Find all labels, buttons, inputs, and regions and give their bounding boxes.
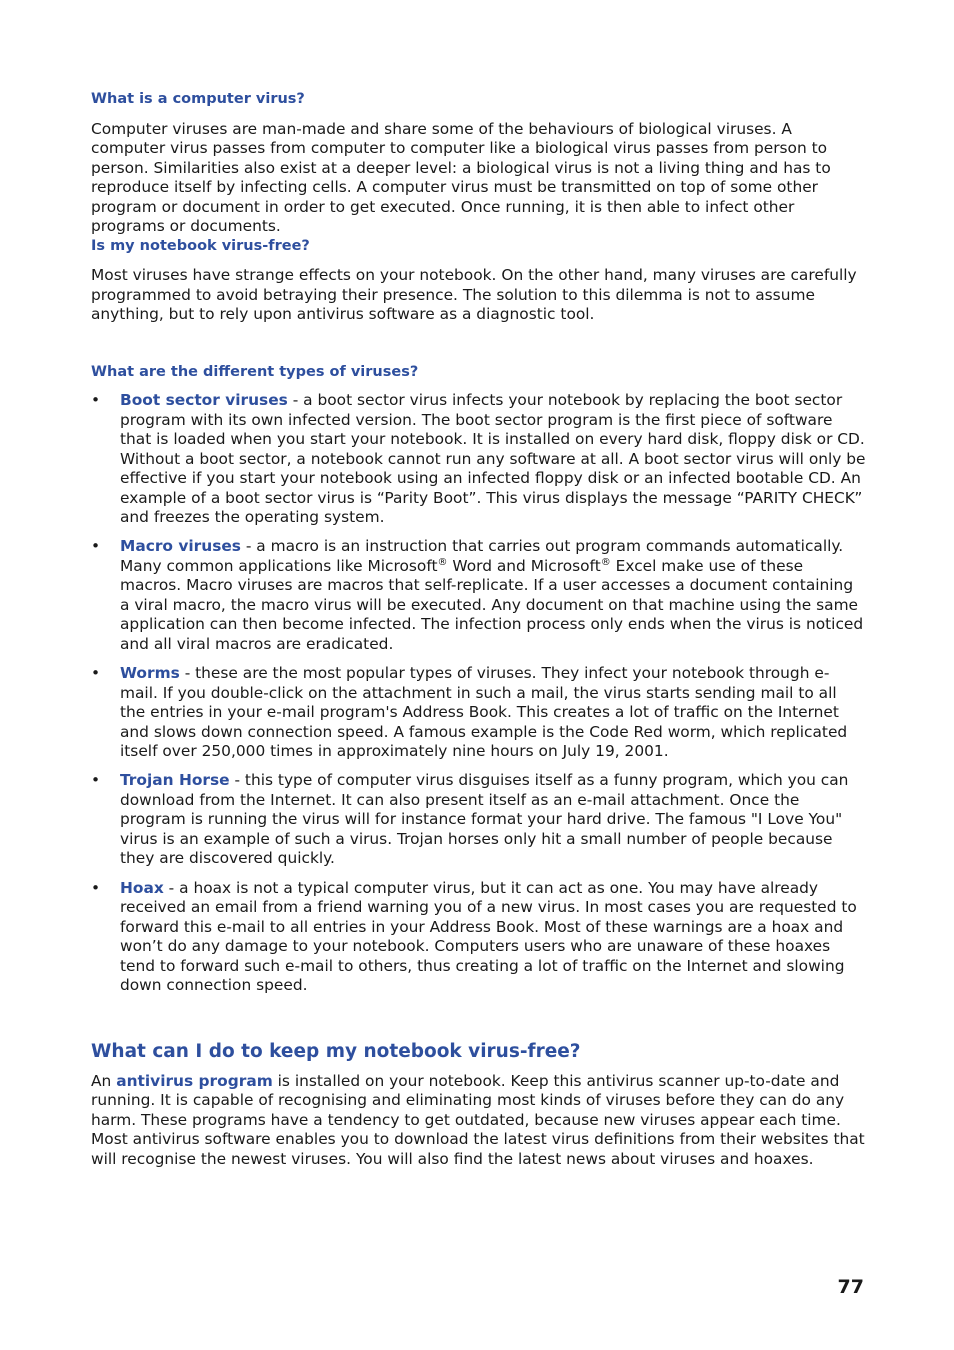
list-item-trojan-horse — [91, 771, 866, 869]
list-item-macro — [91, 537, 866, 654]
term-worms: Worms — [120, 664, 180, 683]
paragraph-keep-virus-free — [91, 1072, 866, 1170]
list-item-hoax — [91, 879, 866, 996]
list-item-boot-sector — [91, 391, 866, 528]
heading-what-is-virus: What is a computer virus? — [91, 91, 305, 107]
term-macro: Macro viruses — [120, 537, 241, 556]
keep-free-body: is installed on your notebook. Keep this antivirus scanner up-to-date and running. It is capable of recognising and eliminating most kinds of viruses before they can do any harm. These programs have a tendency to get outdated, because new viruses appear each time. Most antivirus software enables you to download the latest virus definitions from their websites that will recognise the newest viruses. You will also find the latest news about viruses and hoaxes. — [91, 1071, 865, 1168]
heading-virus-free: Is my notebook virus-free? — [91, 237, 310, 254]
registered-mark: ® — [437, 556, 448, 568]
bullet-icon: • — [91, 664, 101, 683]
page-number: 77 — [837, 1276, 864, 1298]
registered-mark: ® — [600, 556, 611, 568]
term-trojan-horse: Trojan Horse — [120, 771, 230, 790]
list-item-worms — [91, 664, 866, 762]
bullet-icon: • — [91, 771, 101, 790]
virus-types-list — [91, 391, 866, 996]
description-macro-part-b: Word and Microsoft — [447, 556, 601, 575]
paragraph-what-is-virus: Computer viruses are man-made and share some of the behaviours of biological viruses. A computer virus passes from computer to computer like a biological virus passes from person to person. Similarities also exist at a deeper level: a biological virus is not a living thing and has to reproduce itself by infecting cells. A computer virus must be transmitted on top of some other program or document in order to get executed. Once running, it is then able to infect other programs or documents. — [91, 119, 831, 235]
heading-virus-types: What are the different types of viruses? — [91, 363, 419, 380]
bullet-icon: • — [91, 391, 101, 409]
bullet-icon: • — [91, 878, 101, 897]
term-boot-sector: Boot sector viruses — [120, 391, 288, 409]
bullet-icon: • — [91, 537, 101, 556]
term-hoax: Hoax — [120, 878, 164, 897]
description-trojan-horse: - this type of computer virus disguises itself as a funny program, which you can download from the Internet. It can also present itself as an e-mail attachment. Once the program is running the virus will for instance format your hard drive. The famous "I Love You" virus is an example of such a virus. Trojan horses only hit a small number of people because they are discovered quickly. — [120, 771, 849, 868]
term-antivirus-program: antivirus program — [116, 1071, 273, 1090]
description-macro-part-c: Excel make use of these macros. Macro viruses are macros that self-replicate. If a user accesses a document containing a viral macro, the macro virus will be executed. Any document on that machine using the same application can then become infected. The infection process only ends when the virus is noticed and all viral macros are eradicated. — [120, 556, 864, 653]
description-macro-part-a: - a macro is an instruction that carries out program commands automatically. Many common applications like Microsoft — [120, 537, 844, 575]
keep-free-intro: An — [91, 1071, 117, 1090]
description-hoax: - a hoax is not a typical computer virus, but it can act as one. You may have already received an email from a friend warning you of a new virus. In most cases you are requested to forward this e-mail to all entries in your Address Book. Most of these warnings are a hoax and won’t do any damage to your notebook. Computers users who are unaware of these hoaxes tend to forward such e-mail to others, thus creating a lot of traffic on the Internet and slowing down connection speed. — [120, 878, 857, 995]
description-boot-sector: - a boot sector virus infects your notebook by replacing the boot sector program with its own infected version. The boot sector program is the first piece of software that is loaded when you start your notebook. It is installed on every hard disk, floppy disk or CD. Without a boot sector, a notebook cannot run any software at all. A boot sector virus will only be effective if you start your notebook using an infected floppy disk or an infected bootable CD. An example of a boot sector virus is “Parity Boot”. This virus displays the message “PARITY CHECK” and freezes the operating system. — [120, 391, 866, 526]
page-content — [91, 90, 866, 1169]
heading-keep-virus-free: What can I do to keep my notebook virus-free? — [91, 1040, 581, 1062]
paragraph-virus-free: Most viruses have strange effects on your notebook. On the other hand, many viruses are carefully programmed to avoid betraying their presence. The solution to this dilemma is not to assume anything, but to rely upon antivirus software as a diagnostic tool. — [91, 266, 857, 323]
description-worms: - these are the most popular types of viruses. They infect your notebook through e-mail. If you double-click on the attachment in such a mail, the virus starts sending mail to all the entries in your e-mail program's Address Book. This creates a lot of traffic on the Internet and slows down connection speed. A famous example is the Code Red worm, which replicated itself over 250,000 times in approximately nine hours on July 19, 2001. — [120, 664, 848, 761]
